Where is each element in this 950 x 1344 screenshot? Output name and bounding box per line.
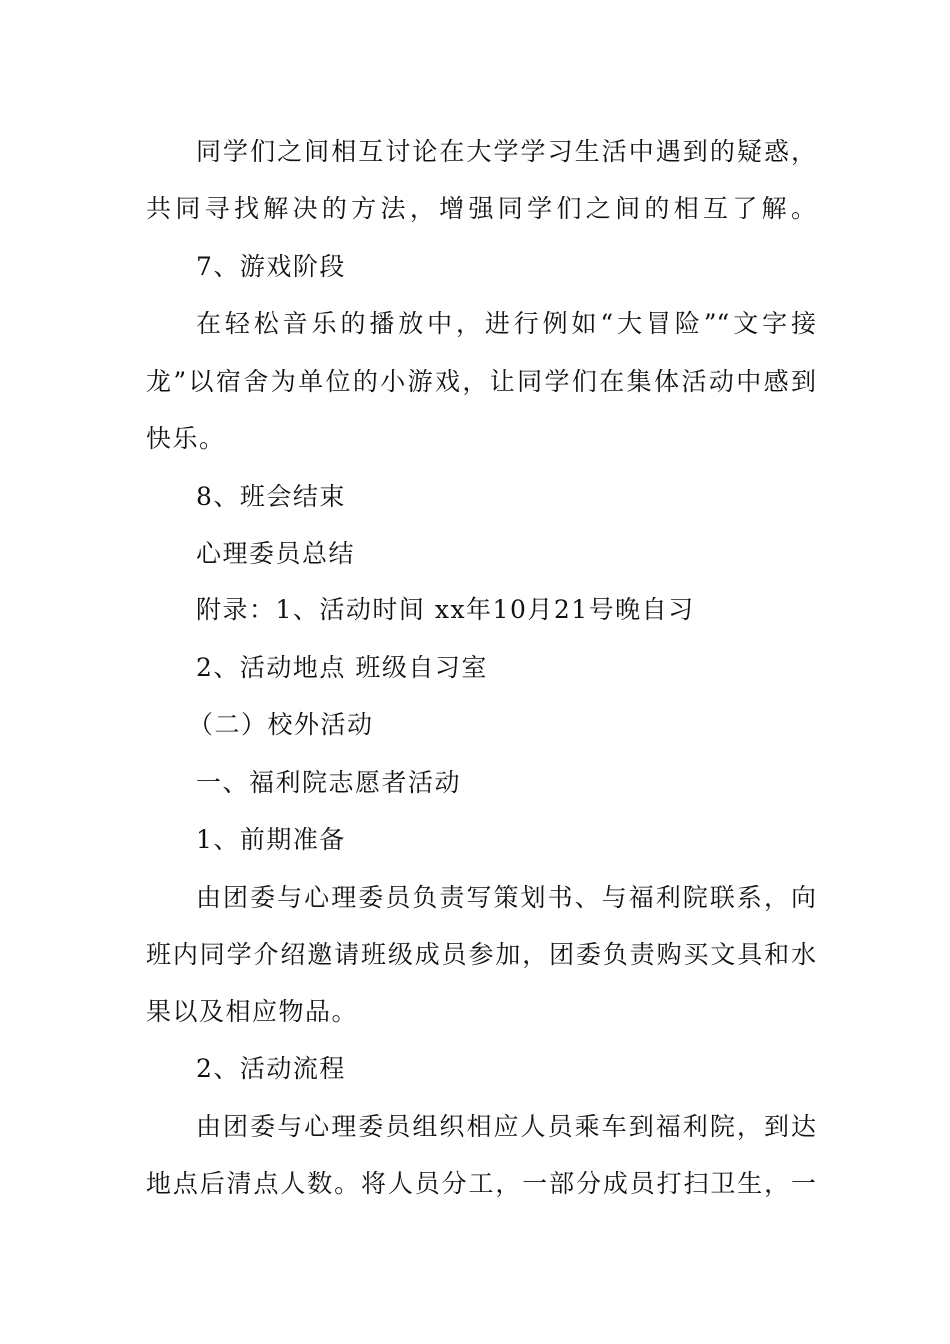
paragraph-line: 在轻松音乐的播放中，进行例如“大冒险”“文字接: [196, 309, 816, 338]
paragraph-line: 心理委员总结: [196, 539, 356, 568]
paragraph-line: 班内同学介绍邀请班级成员参加，团委负责购买文具和水: [146, 940, 816, 969]
section-heading: 7、游戏阶段: [196, 252, 346, 281]
appendix-line: 2、活动地点 班级自习室: [196, 653, 488, 682]
paragraph-line: 龙”以宿舍为单位的小游戏，让同学们在集体活动中感到: [146, 367, 816, 396]
section-heading: 一、福利院志愿者活动: [196, 768, 462, 797]
section-heading: 8、班会结束: [196, 482, 346, 511]
appendix-line: 附录：1、活动时间 xx年10月21号晚自习: [196, 595, 695, 624]
paragraph-line: 同学们之间相互讨论在大学学习生活中遇到的疑惑，: [196, 137, 816, 166]
section-heading: （二）校外活动: [188, 710, 374, 739]
section-heading: 1、前期准备: [196, 825, 346, 854]
paragraph-line: 共同寻找解决的方法，增强同学们之间的相互了解。: [146, 194, 816, 223]
paragraph-line: 由团委与心理委员组织相应人员乘车到福利院，到达: [196, 1112, 816, 1141]
paragraph-line: 果以及相应物品。: [146, 997, 359, 1026]
paragraph-line: 快乐。: [146, 424, 226, 453]
paragraph-line: 地点后清点人数。将人员分工，一部分成员打扫卫生，一: [146, 1169, 816, 1198]
section-heading: 2、活动流程: [196, 1054, 346, 1083]
paragraph-line: 由团委与心理委员负责写策划书、与福利院联系，向: [196, 883, 816, 912]
